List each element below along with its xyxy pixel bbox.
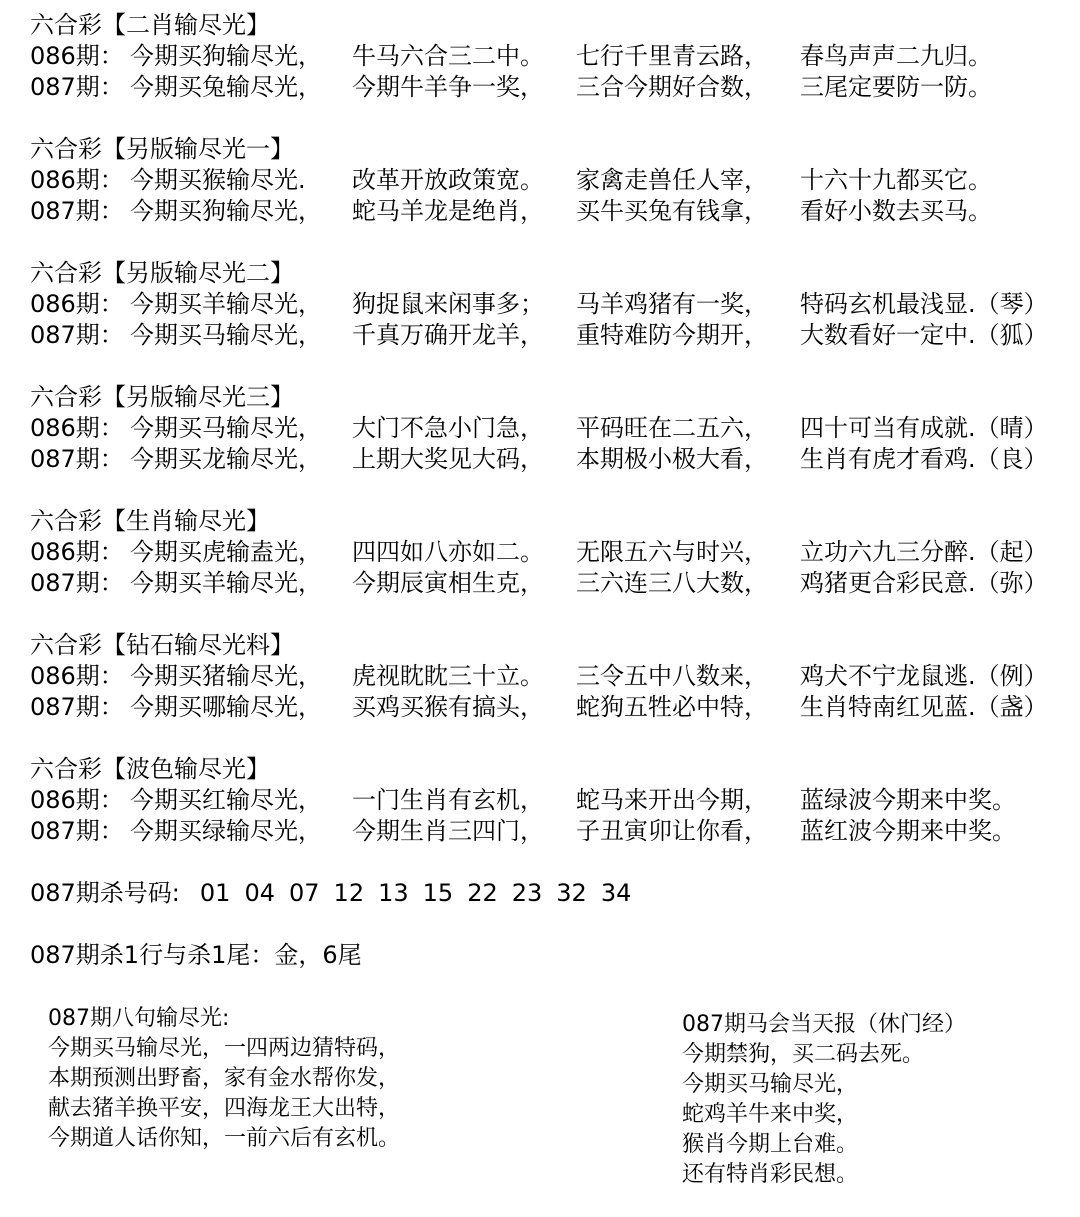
- verse-phrase: 七行千里青云路，: [576, 42, 768, 70]
- verse-phrase: 大数看好一定中.（狐）: [800, 321, 1048, 349]
- kill-numbers-line: [30, 878, 645, 909]
- verse-phrase: 生肖有虎才看鸡.（良）: [800, 445, 1048, 473]
- verse-phrase: 上期大奖见大码，: [352, 445, 544, 473]
- period-label: 087期：: [30, 73, 124, 101]
- period-label: 086期：: [30, 166, 124, 194]
- verse-phrase: 大门不急小门急，: [352, 414, 544, 442]
- verse-phrase: 三令五中八数来，: [576, 662, 768, 690]
- prediction-row: [30, 72, 1075, 103]
- verse-phrase: 生肖特南红见蓝.（盏）: [800, 693, 1048, 721]
- verse-phrase: 今期牛羊争一奖，: [352, 73, 544, 101]
- verse-phrase: 今期买猴输尽光.: [130, 166, 306, 194]
- section: [30, 258, 1075, 351]
- verse-phrase: 子丑寅卯让你看，: [576, 817, 768, 845]
- kill-number: 15: [422, 879, 454, 907]
- verse-phrase: 蓝绿波今期来中奖。: [800, 786, 1016, 814]
- section: [30, 630, 1075, 723]
- verse-phrase: 蛇狗五牲必中特，: [576, 693, 768, 721]
- period-label: 087期：: [30, 569, 124, 597]
- prediction-row: [30, 661, 1075, 692]
- prediction-row: [30, 320, 1075, 351]
- period-label: 087期：: [30, 197, 124, 225]
- verse-phrase: 狗捉鼠来闲事多；: [352, 290, 544, 318]
- verse-phrase: 一门生肖有玄机，: [352, 786, 544, 814]
- verse-phrase: 今期辰寅相生克，: [352, 569, 544, 597]
- section: [30, 134, 1075, 227]
- prediction-row: [30, 568, 1075, 599]
- verse-phrase: 本期极小极大看，: [576, 445, 768, 473]
- verse-line: 今期道人话你知，一前六后有玄机。: [48, 1126, 401, 1151]
- verse-phrase: 今期买马输尽光，: [130, 321, 322, 349]
- verse-phrase: 鸡猪更合彩民意.（弥）: [800, 569, 1048, 597]
- kill-number: 01: [199, 879, 231, 907]
- prediction-row: [30, 444, 1075, 475]
- verse-phrase: 看好小数去买马。: [800, 197, 992, 225]
- verse-phrase: 鸡犬不宁龙鼠逃.（例）: [800, 662, 1048, 690]
- verse-phrase: 今期买狗输尽光，: [130, 42, 322, 70]
- verse-line: 今期买马输尽光，: [682, 1072, 859, 1097]
- period-label: 086期：: [30, 786, 124, 814]
- kill-number: 34: [600, 879, 632, 907]
- prediction-row: [30, 785, 1075, 816]
- kill-numbers-list: [200, 879, 645, 907]
- verse-phrase: 马羊鸡猪有一奖，: [576, 290, 768, 318]
- verse-line: 本期预测出野畜，家有金水帮你发，: [48, 1066, 401, 1091]
- verse-phrase: 今期买虎输盍光，: [130, 538, 322, 566]
- period-label: 086期：: [30, 662, 124, 690]
- period-label: 086期：: [30, 290, 124, 318]
- verse-phrase: 三尾定要防一防。: [800, 73, 992, 101]
- verse-phrase: 家禽走兽任人宰，: [576, 166, 768, 194]
- verse-phrase: 无限五六与时兴，: [576, 538, 768, 566]
- verse-phrase: 重特难防今期开，: [576, 321, 768, 349]
- prediction-row: [30, 165, 1075, 196]
- prediction-row: [30, 41, 1075, 72]
- verse-phrase: 今期买猪输尽光，: [130, 662, 322, 690]
- section-title: 六合彩【另版输尽光二】: [30, 259, 294, 287]
- section-title: 六合彩【钻石输尽光料】: [30, 631, 294, 659]
- section: [30, 506, 1075, 599]
- verse-phrase: 四十可当有成就.（晴）: [800, 414, 1048, 442]
- kill-number: 12: [333, 879, 365, 907]
- verse-left-title: 087期八句输尽光:: [48, 1006, 230, 1031]
- verse-phrase: 蛇马羊龙是绝肖，: [352, 197, 544, 225]
- prediction-row: [30, 692, 1075, 723]
- verse-phrase: 千真万确开龙羊，: [352, 321, 544, 349]
- period-label: 086期：: [30, 42, 124, 70]
- verse-phrase: 今期买绿输尽光，: [130, 817, 322, 845]
- verse-phrase: 三合今期好合数，: [576, 73, 768, 101]
- verse-phrase: 今期买狗输尽光，: [130, 197, 322, 225]
- kill-numbers-label: 087期杀号码:: [30, 879, 180, 907]
- verse-line: 今期禁狗，买二码去死。: [682, 1042, 925, 1067]
- verse-line: 蛇鸡羊牛来中奖，: [682, 1102, 859, 1127]
- verse-phrase: 虎视眈眈三十立。: [352, 662, 544, 690]
- verse-phrase: 今期买兔输尽光，: [130, 73, 322, 101]
- section: [30, 10, 1075, 103]
- verse-line: 今期买马输尽光，一四两边猜特码，: [48, 1036, 401, 1061]
- period-label: 087期：: [30, 321, 124, 349]
- verse-phrase: 十六十九都买它。: [800, 166, 992, 194]
- section-title: 六合彩【生肖输尽光】: [30, 507, 270, 535]
- verse-phrase: 今期买羊输尽光，: [130, 569, 322, 597]
- kill-row-tail-line: 087期杀1行与杀1尾：金，6尾: [30, 941, 362, 969]
- period-label: 087期：: [30, 817, 124, 845]
- verse-right: [682, 1010, 966, 1190]
- kill-number: 13: [378, 879, 409, 907]
- kill-number: 22: [467, 879, 498, 907]
- verse-phrase: 蛇马来开出今期，: [576, 786, 768, 814]
- verse-phrase: 四四如八亦如二。: [352, 538, 544, 566]
- kill-number: 04: [244, 879, 275, 907]
- verse-phrase: 特码玄机最浅显.（琴）: [800, 290, 1048, 318]
- kill-number: 23: [511, 879, 543, 907]
- verse-phrase: 今期生肖三四门，: [352, 817, 544, 845]
- period-label: 086期：: [30, 538, 124, 566]
- prediction-row: [30, 816, 1075, 847]
- verse-phrase: 蓝红波今期来中奖。: [800, 817, 1016, 845]
- verse-phrase: 今期买马输尽光，: [130, 414, 322, 442]
- kill-number: 07: [289, 879, 320, 907]
- section-title: 六合彩【波色输尽光】: [30, 755, 270, 783]
- verse-left: [48, 1004, 400, 1154]
- verse-phrase: 春鸟声声二九归。: [800, 42, 992, 70]
- section-title: 六合彩【二肖输尽光】: [30, 11, 270, 39]
- section-title: 六合彩【另版输尽光三】: [30, 383, 294, 411]
- period-label: 087期：: [30, 445, 124, 473]
- verse-line: 献去猪羊换平安，四海龙王大出特，: [48, 1096, 401, 1121]
- section-title: 六合彩【另版输尽光一】: [30, 135, 294, 163]
- prediction-row: [30, 537, 1075, 568]
- section: [30, 754, 1075, 847]
- verse-phrase: 买鸡买猴有搞头，: [352, 693, 544, 721]
- verse-phrase: 今期买龙输尽光，: [130, 445, 322, 473]
- prediction-row: [30, 196, 1075, 227]
- section: [30, 382, 1075, 475]
- verse-line: 猴肖今期上台难。: [682, 1132, 859, 1157]
- verse-phrase: 今期买羊输尽光，: [130, 290, 322, 318]
- verse-phrase: 今期买红输尽光，: [130, 786, 322, 814]
- verse-right-title: 087期马会当天报（休门经）: [682, 1012, 966, 1037]
- period-label: 086期：: [30, 414, 124, 442]
- kill-number: 32: [556, 879, 587, 907]
- period-label: 087期：: [30, 693, 124, 721]
- verse-line: 还有特肖彩民想。: [682, 1162, 859, 1187]
- verse-phrase: 买牛买兔有钱拿，: [576, 197, 768, 225]
- verse-phrase: 牛马六合三二中。: [352, 42, 544, 70]
- verse-phrase: 平码旺在二五六，: [576, 414, 768, 442]
- verse-phrase: 改革开放政策宽。: [352, 166, 544, 194]
- verse-phrase: 今期买哪输尽光，: [130, 693, 322, 721]
- prediction-row: [30, 413, 1075, 444]
- prediction-row: [30, 289, 1075, 320]
- verse-phrase: 三六连三八大数，: [576, 569, 768, 597]
- verse-phrase: 立功六九三分醉.（起）: [800, 538, 1048, 566]
